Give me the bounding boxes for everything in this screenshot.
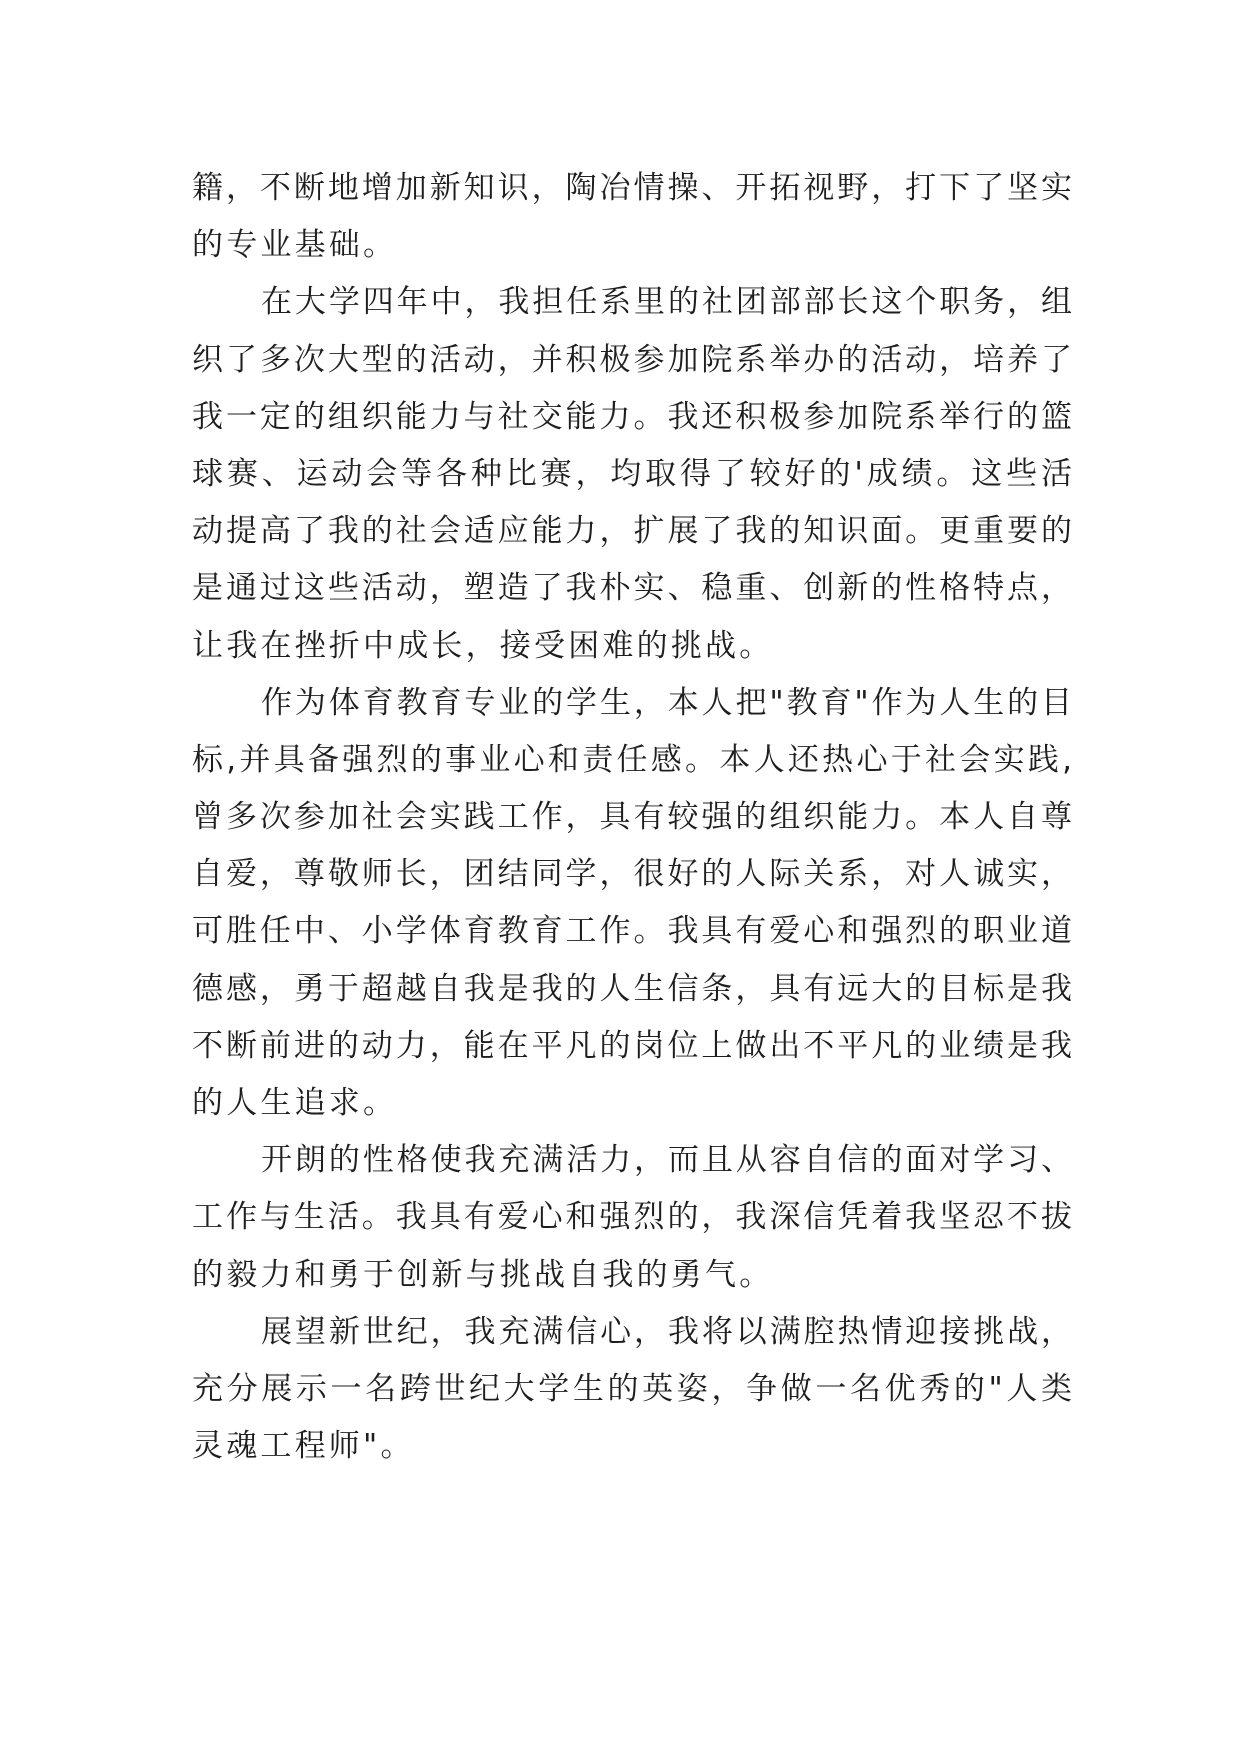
text-line: 球赛、运动会等各种比赛，均取得了较好的'成绩。这些活 [192, 455, 1072, 492]
text-line: 让我在挫折中成长，接受困难的挑战。 [192, 627, 774, 664]
text-line: 是通过这些活动，塑造了我朴实、稳重、创新的性格特点， [192, 570, 1072, 607]
text-line: 灵魂工程师"。 [192, 1428, 415, 1465]
text-line: 可胜任中、小学体育教育工作。我具有爱心和强烈的职业道 [192, 913, 1072, 950]
text-line: 工作与生活。我具有爱心和强烈的，我深信凭着我坚忍不拔 [192, 1199, 1072, 1236]
text-line: 动提高了我的社会适应能力，扩展了我的知识面。更重要的 [192, 513, 1072, 550]
text-line: 的专业基础。 [192, 227, 398, 264]
text-line: 曾多次参加社会实践工作，具有较强的组织能力。本人自尊 [192, 799, 1072, 836]
text-line: 作为体育教育专业的学生，本人把"教育"作为人生的目 [261, 684, 1072, 721]
text-line: 我一定的组织能力与社交能力。我还积极参加院系举行的篮 [192, 398, 1072, 435]
document-body [192, 160, 1072, 1475]
text-line: 不断前进的动力，能在平凡的岗位上做出不平凡的业绩是我 [192, 1027, 1072, 1064]
text-line: 标,并具备强烈的事业心和责任感。本人还热心于社会实践, [192, 741, 1072, 778]
text-line: 自爱，尊敬师长，团结同学，很好的人际关系，对人诚实， [192, 856, 1072, 893]
text-line: 德感，勇于超越自我是我的人生信条，具有远大的目标是我 [192, 970, 1072, 1007]
text-line: 在大学四年中，我担任系里的社团部部长这个职务，组 [261, 284, 1072, 321]
text-line: 籍，不断地增加新知识，陶冶情操、开拓视野，打下了坚实 [192, 170, 1072, 206]
text-line: 的人生追求。 [192, 1085, 398, 1121]
text-line: 的毅力和勇于创新与挑战自我的勇气。 [192, 1256, 774, 1293]
text-line: 织了多次大型的活动，并积极参加院系举办的活动，培养了 [192, 341, 1072, 378]
text-line: 充分展示一名跨世纪大学生的英姿，争做一名优秀的"人类 [192, 1370, 1072, 1407]
text-line: 展望新世纪，我充满信心，我将以满腔热情迎接挑战， [261, 1313, 1072, 1350]
text-line: 开朗的性格使我充满活力，而且从容自信的面对学习、 [261, 1142, 1072, 1179]
